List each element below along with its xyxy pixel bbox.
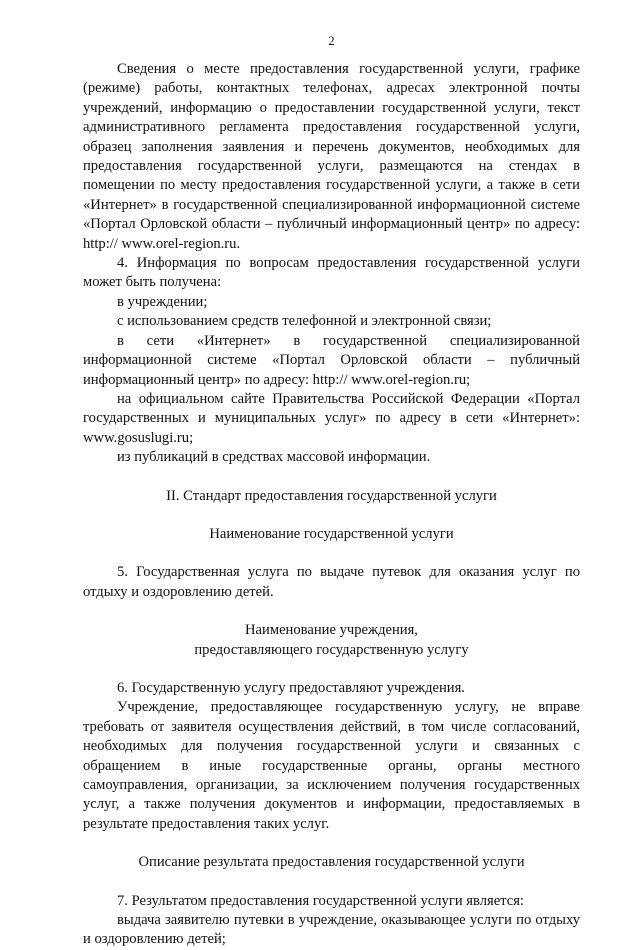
paragraph-6: 6. Государственную услугу предоставляют учреждения. bbox=[117, 679, 465, 696]
heading-institution-line1: Наименование учреждения, bbox=[245, 622, 418, 639]
list-item-phone: с использованием средств телефонной и электронной связи; bbox=[117, 313, 492, 330]
list-item-gosuslugi: на официальном сайте Правительства Российской Федерации «Портал государственных и муниципальных услуг» по адресу в сети «Интернет»: www.gosuslugi.ru; bbox=[83, 390, 580, 446]
list-item-internet: в сети «Интернет» в государственной специализированной информационной системе «Портал Орловской области – публичный информационный центр» по адресу: http:// www.orel-region.ru; bbox=[83, 332, 580, 388]
paragraph-4: 4. Информация по вопросам предоставления государственной услуги может быть получена: bbox=[83, 255, 580, 291]
paragraph-info-placement: Сведения о месте предоставления государственной услуги, графике (режиме) работы, контактных телефонах, адресах электронной почты учреждений, информацию о предоставлении государственной услуги, текст административного регламента предоставления государственной услуги, образец заполнения заявления и перечень документов, необходимых для предоставления государственной услуги, размещаются на стендах в помещении по месту предоставления государственной услуги, а также в сети «Интернет» в государственной специализированной информационной системе «Портал Орловской области – публичный информационный центр» по адресу: http:// www.orel-region.ru. bbox=[83, 61, 580, 252]
paragraph-5: 5. Государственная услуга по выдаче путевок для оказания услуг по отдыху и оздоровлению детей. bbox=[83, 564, 580, 600]
heading-result: Описание результата предоставления государственной услуги bbox=[138, 854, 525, 871]
paragraph-6b: Учреждение, предоставляющее государственную услугу, не вправе требовать от заявителя осуществления действий, в том числе согласований, необходимых для получения государственной услуги и связанных с обращением в иные государственные органы, органы местного самоуправления, организации, за исключением получения государственных услуг, а также получения документов и информации, предоставляемых в результате предоставления таких услуг. bbox=[83, 699, 580, 832]
document-page bbox=[83, 34, 580, 950]
list-item-media: из публикаций в средствах массовой информации. bbox=[117, 449, 431, 466]
section-title: II. Стандарт предоставления государственной услуги bbox=[166, 487, 497, 504]
list-item-institution: в учреждении; bbox=[117, 293, 208, 310]
paragraph-7: 7. Результатом предоставления государственной услуги является: bbox=[117, 892, 524, 909]
heading-service-name: Наименование государственной услуги bbox=[209, 525, 454, 542]
heading-institution-line2: предоставляющего государственную услугу bbox=[194, 641, 469, 658]
paragraph-7b: выдача заявителю путевки в учреждение, оказывающее услуги по отдыху и оздоровлению детей; bbox=[83, 912, 580, 948]
page-number: 2 bbox=[328, 34, 335, 48]
